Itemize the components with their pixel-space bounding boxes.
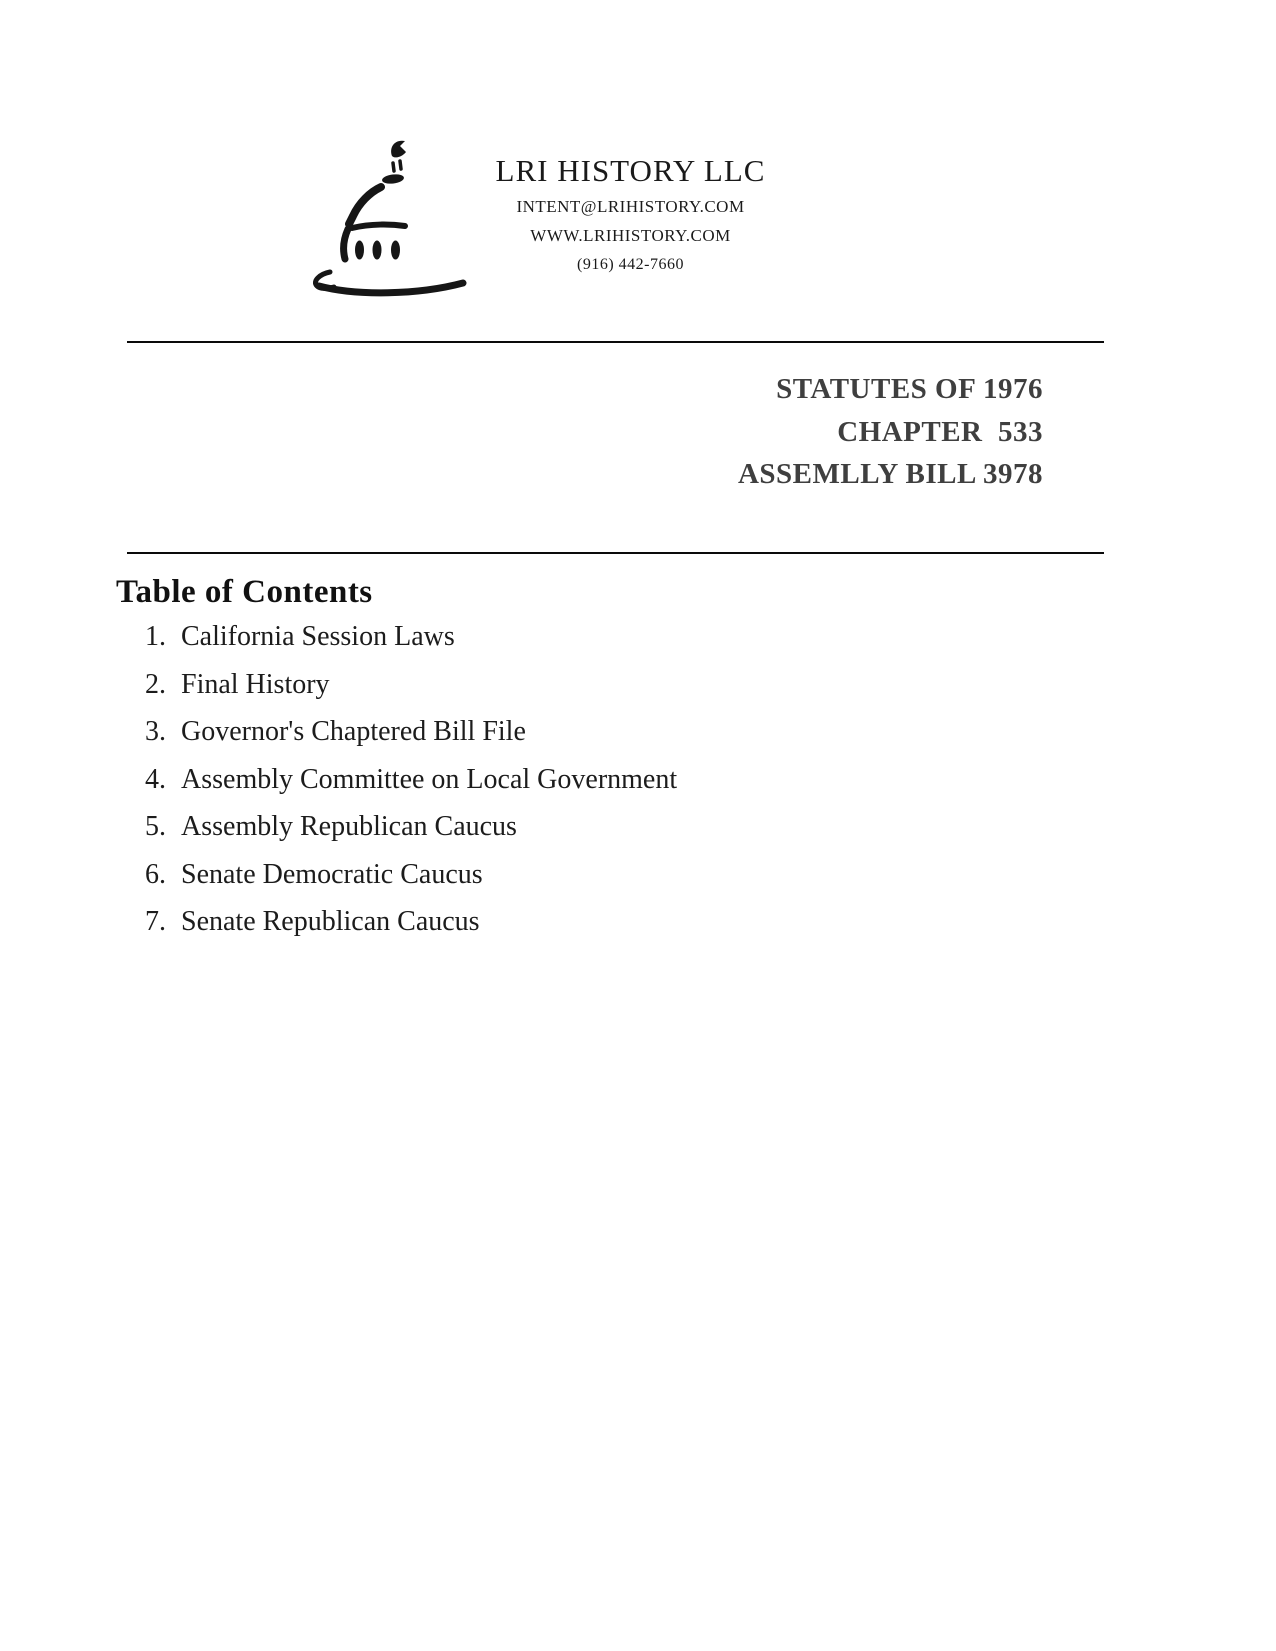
toc-item [145, 811, 1045, 859]
toc-item [145, 621, 1045, 669]
company-website: WWW.LRIHISTORY.COM [530, 226, 731, 245]
statutes-line: STATUTES OF 1976 [776, 373, 1043, 405]
toc-item-number: 1. [145, 621, 166, 652]
toc-item-label: Final History [181, 668, 330, 700]
chapter-line: CHAPTER 533 [837, 415, 1043, 448]
toc-item-label: Governor's Chaptered Bill File [181, 716, 526, 747]
company-phone: (916) 442-7660 [577, 256, 684, 273]
toc-item-number: 2. [145, 668, 166, 700]
toc-item [145, 716, 1045, 764]
toc-item-number: 6. [145, 858, 166, 890]
horizontal-rule-top [127, 341, 1104, 343]
toc-item [145, 859, 1045, 907]
toc-item [145, 764, 1045, 812]
toc-item-label: California Session Laws [181, 621, 455, 652]
toc-item-number: 3. [145, 716, 166, 747]
toc-item [145, 669, 1045, 717]
toc-item-label: Senate Democratic Caucus [181, 858, 483, 890]
toc-item-label: Assembly Republican Caucus [181, 811, 517, 842]
toc-list [145, 621, 1045, 954]
company-email: INTENT@LRIHISTORY.COM [516, 197, 745, 216]
toc-item-number: 7. [145, 906, 166, 937]
assembly-bill-line: ASSEMLLY BILL 3978 [737, 458, 1043, 490]
toc-item-number: 5. [145, 811, 166, 842]
toc-heading: Table of Contents [116, 574, 373, 610]
toc-item-number: 4. [145, 763, 166, 795]
company-name: LRI HISTORY LLC [495, 153, 766, 188]
toc-item-label: Assembly Committee on Local Government [181, 763, 678, 795]
toc-item [145, 906, 1045, 954]
letterhead [448, 150, 813, 279]
toc-item-label: Senate Republican Caucus [181, 906, 480, 937]
document-title-block [738, 368, 1043, 496]
horizontal-rule-bottom [127, 552, 1104, 554]
